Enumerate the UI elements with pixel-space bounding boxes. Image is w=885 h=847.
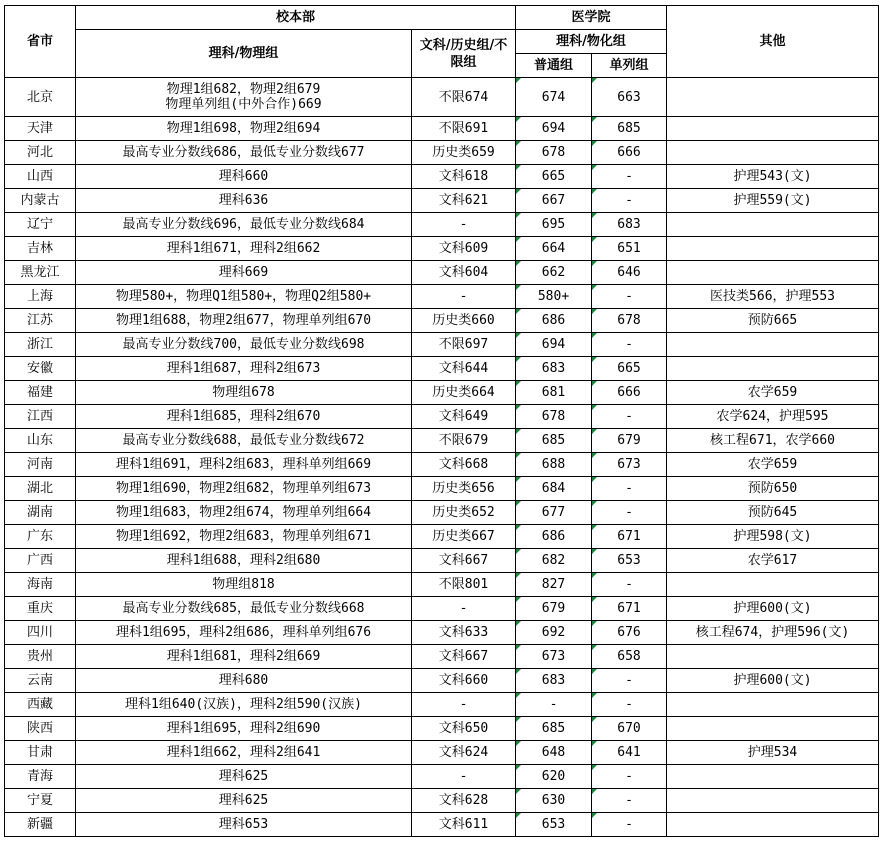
- medical-regular-cell: 683: [516, 669, 592, 693]
- other-score-cell: 护理543(文): [667, 165, 879, 189]
- medical-regular-cell: 580+: [516, 285, 592, 309]
- science-score-cell: 理科1组640(汉族)，理科2组590(汉族): [76, 693, 412, 717]
- medical-regular-cell: 686: [516, 525, 592, 549]
- other-score-cell: 核工程671，农学660: [667, 429, 879, 453]
- science-score-cell: 物理组818: [76, 573, 412, 597]
- science-score-cell: 理科1组691，理科2组683，理科单列组669: [76, 453, 412, 477]
- province-cell: 天津: [5, 117, 76, 141]
- science-score-cell: 理科1组687，理科2组673: [76, 357, 412, 381]
- table-row: [5, 405, 879, 429]
- medical-special-cell: 666: [592, 381, 667, 405]
- medical-special-cell: 641: [592, 741, 667, 765]
- arts-score-cell: 历史类659: [412, 141, 516, 165]
- science-score-cell: 物理1组698，物理2组694: [76, 117, 412, 141]
- arts-score-cell: 文科611: [412, 813, 516, 837]
- table-row: [5, 261, 879, 285]
- table-row: [5, 381, 879, 405]
- arts-score-cell: 文科668: [412, 453, 516, 477]
- science-score-cell: 理科653: [76, 813, 412, 837]
- province-cell: 宁夏: [5, 789, 76, 813]
- province-cell: 重庆: [5, 597, 76, 621]
- province-cell: 四川: [5, 621, 76, 645]
- medical-special-cell: 665: [592, 357, 667, 381]
- header-science-physchem: 理科/物化组: [516, 30, 667, 54]
- medical-special-cell: -: [592, 813, 667, 837]
- arts-score-cell: 文科660: [412, 669, 516, 693]
- other-score-cell: [667, 333, 879, 357]
- medical-regular-cell: 677: [516, 501, 592, 525]
- medical-regular-cell: 630: [516, 789, 592, 813]
- medical-regular-cell: 683: [516, 357, 592, 381]
- other-score-cell: [667, 117, 879, 141]
- medical-regular-cell: 662: [516, 261, 592, 285]
- arts-score-cell: 文科667: [412, 645, 516, 669]
- arts-score-cell: 不限801: [412, 573, 516, 597]
- science-score-cell: 物理组678: [76, 381, 412, 405]
- other-score-cell: 护理600(文): [667, 669, 879, 693]
- province-cell: 青海: [5, 765, 76, 789]
- medical-special-cell: -: [592, 477, 667, 501]
- science-score-cell: 理科1组671，理科2组662: [76, 237, 412, 261]
- table-row: [5, 165, 879, 189]
- medical-regular-cell: 665: [516, 165, 592, 189]
- province-cell: 云南: [5, 669, 76, 693]
- science-score-cell: 理科625: [76, 765, 412, 789]
- table-row: [5, 213, 879, 237]
- medical-regular-cell: 694: [516, 117, 592, 141]
- other-score-cell: [667, 693, 879, 717]
- table-row: [5, 597, 879, 621]
- arts-score-cell: -: [412, 693, 516, 717]
- province-cell: 江苏: [5, 309, 76, 333]
- medical-regular-cell: 681: [516, 381, 592, 405]
- table-row: [5, 669, 879, 693]
- medical-special-cell: 676: [592, 621, 667, 645]
- medical-special-cell: 685: [592, 117, 667, 141]
- science-score-cell: 最高专业分数线685，最低专业分数线668: [76, 597, 412, 621]
- medical-regular-cell: 678: [516, 405, 592, 429]
- science-score-cell: 理科636: [76, 189, 412, 213]
- province-cell: 上海: [5, 285, 76, 309]
- medical-regular-cell: 688: [516, 453, 592, 477]
- science-score-cell: 最高专业分数线686，最低专业分数线677: [76, 141, 412, 165]
- table-row: [5, 717, 879, 741]
- medical-regular-cell: 679: [516, 597, 592, 621]
- other-score-cell: [667, 357, 879, 381]
- arts-score-cell: -: [412, 765, 516, 789]
- science-score-cell: 理科680: [76, 669, 412, 693]
- table-row: [5, 285, 879, 309]
- province-cell: 河南: [5, 453, 76, 477]
- table-row: [5, 813, 879, 837]
- other-score-cell: [667, 813, 879, 837]
- medical-special-cell: -: [592, 165, 667, 189]
- header-medical: 医学院: [516, 6, 667, 30]
- arts-score-cell: 不限674: [412, 78, 516, 117]
- other-score-cell: [667, 237, 879, 261]
- province-cell: 内蒙古: [5, 189, 76, 213]
- science-score-cell: 理科660: [76, 165, 412, 189]
- medical-regular-cell: 653: [516, 813, 592, 837]
- other-score-cell: 护理559(文): [667, 189, 879, 213]
- medical-special-cell: -: [592, 765, 667, 789]
- province-cell: 江西: [5, 405, 76, 429]
- arts-score-cell: 文科633: [412, 621, 516, 645]
- arts-score-cell: 文科650: [412, 717, 516, 741]
- other-score-cell: 核工程674，护理596(文): [667, 621, 879, 645]
- medical-special-cell: 679: [592, 429, 667, 453]
- province-cell: 北京: [5, 78, 76, 117]
- table-row: [5, 741, 879, 765]
- science-score-cell: 最高专业分数线700，最低专业分数线698: [76, 333, 412, 357]
- other-score-cell: 预防645: [667, 501, 879, 525]
- province-cell: 山西: [5, 165, 76, 189]
- table-row: [5, 357, 879, 381]
- arts-score-cell: 不限697: [412, 333, 516, 357]
- table-row: [5, 189, 879, 213]
- province-cell: 安徽: [5, 357, 76, 381]
- medical-regular-cell: 648: [516, 741, 592, 765]
- medical-special-cell: -: [592, 693, 667, 717]
- science-score-cell: 理科1组695，理科2组690: [76, 717, 412, 741]
- science-score-cell: 最高专业分数线696，最低专业分数线684: [76, 213, 412, 237]
- province-cell: 福建: [5, 381, 76, 405]
- science-score-cell: 物理1组692，物理2组683，物理单列组671: [76, 525, 412, 549]
- science-score-cell: 理科1组681，理科2组669: [76, 645, 412, 669]
- medical-special-cell: 683: [592, 213, 667, 237]
- medical-regular-cell: -: [516, 693, 592, 717]
- province-cell: 辽宁: [5, 213, 76, 237]
- other-score-cell: [667, 261, 879, 285]
- medical-special-cell: 651: [592, 237, 667, 261]
- province-cell: 新疆: [5, 813, 76, 837]
- arts-score-cell: 历史类660: [412, 309, 516, 333]
- medical-special-cell: 670: [592, 717, 667, 741]
- other-score-cell: [667, 141, 879, 165]
- table-row: [5, 453, 879, 477]
- medical-special-cell: -: [592, 405, 667, 429]
- table-row: [5, 78, 879, 117]
- medical-regular-cell: 695: [516, 213, 592, 237]
- province-cell: 西藏: [5, 693, 76, 717]
- province-cell: 湖南: [5, 501, 76, 525]
- medical-special-cell: -: [592, 333, 667, 357]
- science-score-cell: 物理1组688，物理2组677，物理单列组670: [76, 309, 412, 333]
- arts-score-cell: 文科624: [412, 741, 516, 765]
- province-cell: 黑龙江: [5, 261, 76, 285]
- arts-score-cell: 文科667: [412, 549, 516, 573]
- other-score-cell: [667, 717, 879, 741]
- science-score-cell: 物理1组682，物理2组679 物理单列组(中外合作)669: [76, 78, 412, 117]
- province-cell: 陕西: [5, 717, 76, 741]
- table-row: [5, 549, 879, 573]
- medical-special-cell: 663: [592, 78, 667, 117]
- table-row: [5, 429, 879, 453]
- other-score-cell: 农学624，护理595: [667, 405, 879, 429]
- medical-special-cell: 658: [592, 645, 667, 669]
- medical-special-cell: -: [592, 573, 667, 597]
- header-special: 单列组: [592, 54, 667, 78]
- medical-regular-cell: 685: [516, 717, 592, 741]
- province-cell: 海南: [5, 573, 76, 597]
- other-score-cell: 医技类566，护理553: [667, 285, 879, 309]
- table-body: [5, 78, 879, 837]
- header-science-physics: 理科/物理组: [76, 30, 412, 78]
- header-province: 省市: [5, 6, 76, 78]
- arts-score-cell: 历史类656: [412, 477, 516, 501]
- science-score-cell: 理科625: [76, 789, 412, 813]
- table-row: [5, 333, 879, 357]
- table-row: [5, 525, 879, 549]
- medical-special-cell: 666: [592, 141, 667, 165]
- other-score-cell: 农学659: [667, 381, 879, 405]
- table-row: [5, 237, 879, 261]
- arts-score-cell: 历史类652: [412, 501, 516, 525]
- other-score-cell: 预防665: [667, 309, 879, 333]
- arts-score-cell: -: [412, 213, 516, 237]
- other-score-cell: 护理600(文): [667, 597, 879, 621]
- medical-special-cell: 671: [592, 525, 667, 549]
- arts-score-cell: 文科604: [412, 261, 516, 285]
- other-score-cell: [667, 573, 879, 597]
- arts-score-cell: 文科649: [412, 405, 516, 429]
- medical-special-cell: 673: [592, 453, 667, 477]
- header-liberal-arts: 文科/历史组/不限组: [412, 30, 516, 78]
- medical-regular-cell: 694: [516, 333, 592, 357]
- other-score-cell: [667, 765, 879, 789]
- other-score-cell: [667, 645, 879, 669]
- arts-score-cell: 文科644: [412, 357, 516, 381]
- science-score-cell: 理科1组685，理科2组670: [76, 405, 412, 429]
- province-cell: 广西: [5, 549, 76, 573]
- province-cell: 甘肃: [5, 741, 76, 765]
- other-score-cell: 农学617: [667, 549, 879, 573]
- arts-score-cell: 文科621: [412, 189, 516, 213]
- medical-regular-cell: 664: [516, 237, 592, 261]
- header-regular: 普通组: [516, 54, 592, 78]
- science-score-cell: 物理580+，物理Q1组580+，物理Q2组580+: [76, 285, 412, 309]
- table-row: [5, 573, 879, 597]
- other-score-cell: 预防650: [667, 477, 879, 501]
- table-row: [5, 141, 879, 165]
- other-score-cell: 农学659: [667, 453, 879, 477]
- arts-score-cell: -: [412, 285, 516, 309]
- medical-regular-cell: 827: [516, 573, 592, 597]
- table-row: [5, 765, 879, 789]
- medical-special-cell: -: [592, 789, 667, 813]
- province-cell: 河北: [5, 141, 76, 165]
- arts-score-cell: 不限679: [412, 429, 516, 453]
- medical-special-cell: -: [592, 285, 667, 309]
- medical-regular-cell: 682: [516, 549, 592, 573]
- province-cell: 湖北: [5, 477, 76, 501]
- province-cell: 吉林: [5, 237, 76, 261]
- table-row: [5, 645, 879, 669]
- medical-special-cell: -: [592, 669, 667, 693]
- province-cell: 山东: [5, 429, 76, 453]
- table-row: [5, 621, 879, 645]
- province-cell: 贵州: [5, 645, 76, 669]
- medical-special-cell: 646: [592, 261, 667, 285]
- science-score-cell: 理科669: [76, 261, 412, 285]
- header-main-campus: 校本部: [76, 6, 516, 30]
- arts-score-cell: 不限691: [412, 117, 516, 141]
- arts-score-cell: 文科609: [412, 237, 516, 261]
- medical-special-cell: -: [592, 501, 667, 525]
- medical-regular-cell: 685: [516, 429, 592, 453]
- science-score-cell: 理科1组688，理科2组680: [76, 549, 412, 573]
- other-score-cell: 护理598(文): [667, 525, 879, 549]
- table-row: [5, 789, 879, 813]
- arts-score-cell: -: [412, 597, 516, 621]
- science-score-cell: 物理1组690，物理2组682，物理单列组673: [76, 477, 412, 501]
- other-score-cell: [667, 213, 879, 237]
- science-score-cell: 最高专业分数线688，最低专业分数线672: [76, 429, 412, 453]
- table-row: [5, 477, 879, 501]
- medical-regular-cell: 667: [516, 189, 592, 213]
- medical-regular-cell: 620: [516, 765, 592, 789]
- science-score-cell: 理科1组662，理科2组641: [76, 741, 412, 765]
- arts-score-cell: 历史类667: [412, 525, 516, 549]
- province-cell: 广东: [5, 525, 76, 549]
- table-row: [5, 117, 879, 141]
- table-row: [5, 693, 879, 717]
- medical-regular-cell: 674: [516, 78, 592, 117]
- medical-regular-cell: 686: [516, 309, 592, 333]
- arts-score-cell: 历史类664: [412, 381, 516, 405]
- header-other: 其他: [667, 6, 879, 78]
- other-score-cell: 护理534: [667, 741, 879, 765]
- science-score-cell: 物理1组683，物理2组674，物理单列组664: [76, 501, 412, 525]
- province-cell: 浙江: [5, 333, 76, 357]
- medical-special-cell: 678: [592, 309, 667, 333]
- medical-special-cell: 671: [592, 597, 667, 621]
- medical-special-cell: -: [592, 189, 667, 213]
- medical-regular-cell: 678: [516, 141, 592, 165]
- medical-regular-cell: 684: [516, 477, 592, 501]
- arts-score-cell: 文科628: [412, 789, 516, 813]
- admission-score-table: [4, 5, 879, 837]
- table-row: [5, 501, 879, 525]
- other-score-cell: [667, 78, 879, 117]
- medical-regular-cell: 692: [516, 621, 592, 645]
- medical-special-cell: 653: [592, 549, 667, 573]
- science-score-cell: 理科1组695，理科2组686，理科单列组676: [76, 621, 412, 645]
- arts-score-cell: 文科618: [412, 165, 516, 189]
- medical-regular-cell: 673: [516, 645, 592, 669]
- other-score-cell: [667, 789, 879, 813]
- table-row: [5, 309, 879, 333]
